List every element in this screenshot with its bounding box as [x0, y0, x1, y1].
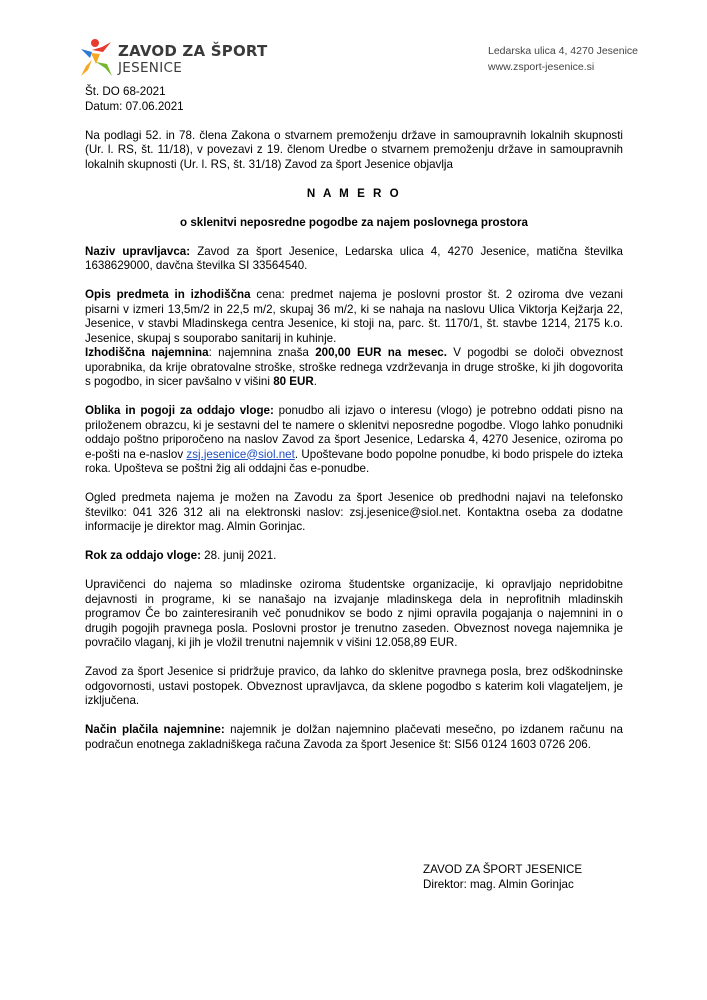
header-address: [488, 43, 638, 75]
deadline-text: 28. junij 2021.: [200, 549, 277, 562]
rent-amount: 200,00 EUR na mesec.: [315, 346, 447, 359]
runner-logo-icon: [78, 38, 114, 78]
logo-org-city: JESENICE: [118, 60, 183, 76]
form-paragraph: [85, 404, 623, 477]
reference-number: Št. DO 68-2021: [85, 85, 166, 98]
rent-flat-amount: 80 EUR: [273, 375, 314, 388]
manager-label: Naziv upravljavca:: [85, 244, 191, 258]
address-street: Ledarska ulica 4, 4270 Jesenice: [488, 45, 639, 57]
document-title: N A M E R O: [306, 186, 402, 200]
payment-paragraph: [85, 723, 623, 752]
logo: [78, 38, 278, 80]
subject-label: Opis predmeta in izhodiščna: [85, 288, 251, 301]
document-subtitle: o sklenitvi neposredne pogodbe za najem poslovnega prostora: [180, 215, 528, 229]
eligible-paragraph: Upravičenci do najema so mladinske oziroma študentske organizacije, ki opravljajo nepridobitne dejavnosti in programe, ki se nanašajo na izvajanje mladinskega dela in neprofitnih mladinskih programov Če bo zainteresiranih več ponudnikov se bodo z njimi opravila pogajanja o najemnini in o drugih pogojih pravnega posla. Poslovni prostor je trenutno zaseden. Obveznost novega najemnika je povračilo vlaganj, ki jih je vložil trenutni najemnik v višini 12.058,89 EUR.: [85, 578, 623, 649]
signature-block: [423, 863, 582, 892]
signature-director: Direktor: mag. Almin Gorinjac: [423, 877, 574, 891]
subject-paragraph: [85, 288, 623, 346]
rent-end: .: [313, 375, 318, 388]
logo-org-name: ZAVOD ZA ŠPORT: [118, 42, 268, 60]
viewing-paragraph: Ogled predmeta najema je možen na Zavodu za šport Jesenice ob predhodni najavi na telefonsko številko: 041 326 312 ali na elektronski naslov: zsj.jesenice@siol.net. Kontaktna oseba za dodatne informacije je direktor mag. Almin Gorinjac.: [85, 491, 623, 533]
rent-paragraph: [85, 346, 623, 390]
email-link[interactable]: zsj.jesenice@siol.net: [186, 447, 295, 461]
form-label: Oblika in pogoji za oddajo vloge:: [85, 404, 274, 417]
document-date: Datum: 07.06.2021: [85, 99, 184, 113]
rent-text-2: V pogodbi se določi obveznost uporabnika, da krije obratovalne stroške, stroške rednega vzdrževanja in druge stroške, ki jih dogovorita s pogodbo, in sicer pavšalno v višini: [85, 346, 623, 388]
manager-paragraph: [85, 245, 623, 274]
manager-text: Zavod za šport Jesenice, Ledarska ulica 4, 4270 Jesenice, matična številka 1638629000, davčna številka SI 33564540.: [85, 244, 623, 272]
signature-org: ZAVOD ZA ŠPORT JESENICE: [423, 863, 583, 876]
document-body: [85, 85, 623, 752]
reserve-paragraph: Zavod za šport Jesenice si pridržuje pravico, da lahko do sklenitve pravnega posla, brez odškodninske odgovornosti, ustavi postopek. Obveznost upravljavca, da sklene pogodbo s katerim koli vlagateljem, je izključena.: [85, 665, 623, 707]
address-website: www.zsport-jesenice.si: [488, 61, 595, 73]
payment-text: najemnik je dolžan najemnino plačevati mesečno, po izdanem računu na podračun enotnega zakladniškega računa Zavoda za šport Jesenice št: SI56 0124 1603 0726 206.: [85, 723, 623, 751]
form-text-2: . Upoštevane bodo popolne ponudbe, ki bodo prispele do izteka roka. Upošteva se poštni žig ali oddajni čas e-ponudbe.: [85, 447, 623, 475]
subject-text: cena: predmet najema je poslovni prostor št. 2 oziroma dve vezani pisarni v izmeri 13,5m/2 in 22,5 m/2, skupaj 36 m/2, ki se nahaja na naslovu Ulica Viktorja Kejžarja 22, Jesenice, v stavbi Mladinskega centra Jesenice, ki stoji na, parc. št. 1170/1, št. stavbe 1214, 2175 k.o. Jesenice, skupaj s souporabo sanitarij in kuhinje.: [85, 288, 623, 345]
intro-paragraph: Na podlagi 52. in 78. člena Zakona o stvarnem premoženju države in samoupravnih lokalnih skupnosti (Ur. l. RS, št. 11/18), v povezavi z 19. členom Uredbe o stvarnem premoženju države in samoupravnih lokalnih skupnosti (Ur. l. RS, št. 31/18) Zavod za šport Jesenice objavlja: [85, 128, 623, 171]
deadline-paragraph: [85, 549, 623, 564]
rent-text: : najemnina znaša: [208, 346, 316, 359]
form-text: ponudbo ali izjavo o interesu (vlogo) je potrebno oddati pisno na priloženem obrazcu, ki je sestavni del te namere o sklenitvi neposredne pogodbe. Vlogo lahko ponudniki oddajo poštno priporočeno na naslov Zavod za šport Jesenice, Ledarska 4, 4270 Jesenice, oziroma po e-pošti na e-naslov: [85, 404, 624, 461]
deadline-label: Rok za oddajo vloge:: [85, 549, 201, 562]
payment-label: Način plačila najemnine:: [85, 723, 225, 736]
rent-label: Izhodiščna najemnina: [85, 346, 209, 359]
